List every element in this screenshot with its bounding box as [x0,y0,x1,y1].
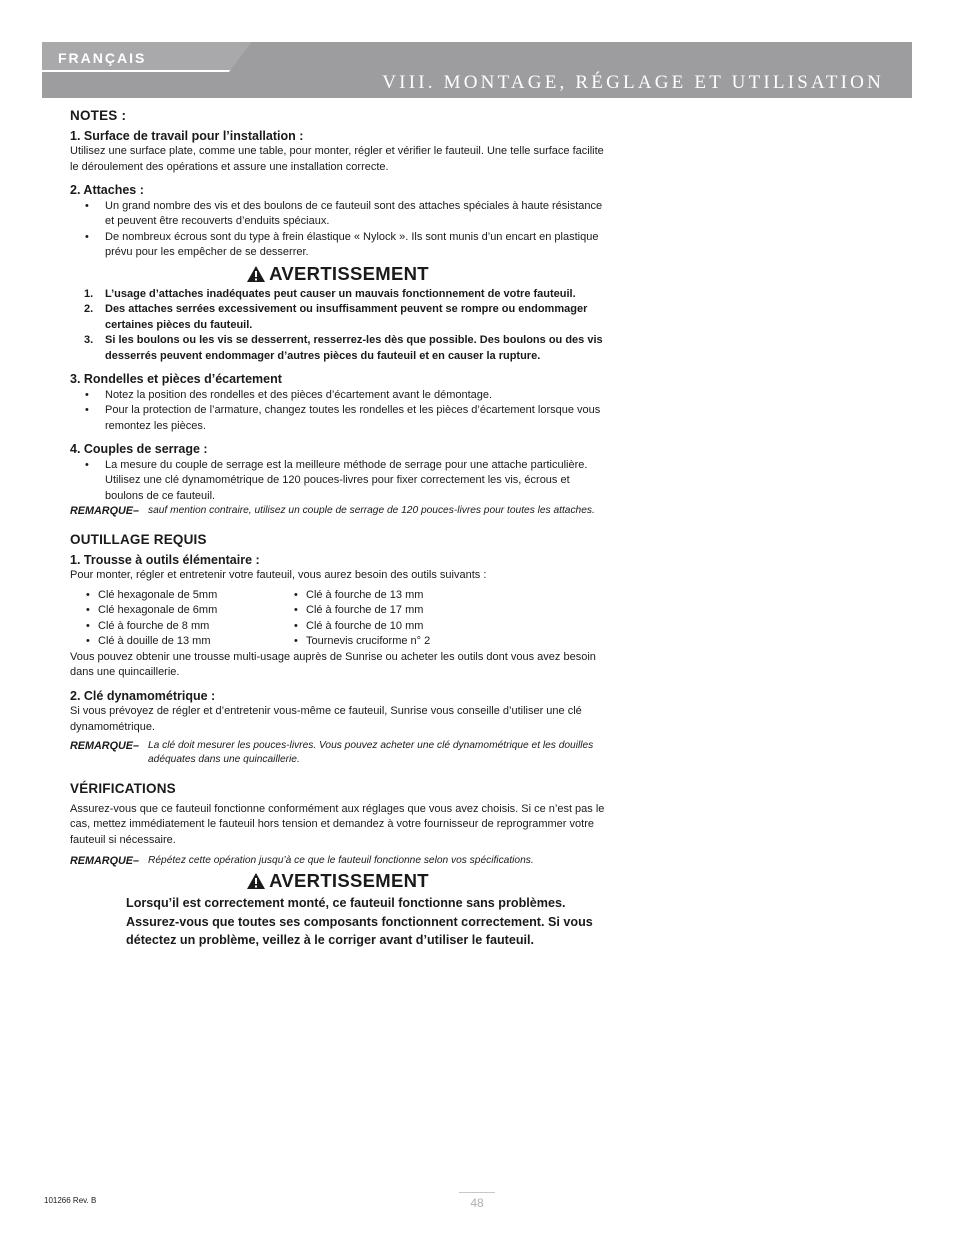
list-item: • Clé à fourche de 13 mm [292,588,514,604]
notes-heading: NOTES : [70,108,127,123]
tools-heading: OUTILLAGE REQUIS [70,532,207,547]
note2-title: 2. Attaches : [70,183,144,197]
tool-kit-outro: Vous pouvez obtenir une trousse multi-usage auprès de Sunrise ou acheter les outils dont vous avez besoin dans une quincaillerie. [70,650,596,678]
tool-kit-intro: Pour monter, régler et entretenir votre fauteuil, vous aurez besoin des outils suivants : [70,569,487,581]
tool-kit-title: 1. Trousse à outils élémentaire : [70,552,260,567]
language-label: FRANÇAIS [58,50,147,66]
checks-remark [70,854,605,868]
item-number: 1. [84,287,94,300]
page-number: 48 [470,1196,484,1210]
item-number: 2. [84,303,94,315]
item-text: Des attaches serrées excessivement ou insuffisamment peuvent se rompre ou endommager certaines pièces du fauteuil. [105,303,588,331]
checks-heading: VÉRIFICATIONS [70,781,176,796]
note3-bullets [70,388,605,435]
note1-text: Utilisez une surface plate, comme une table, pour monter, régler et vérifier le fauteuil. Une telle surface facilite le déroulement des opérations et assure une installation correcte. [70,145,604,173]
list-item: • Clé à douille de 13 mm [70,634,292,650]
item-number: 3. [84,334,94,346]
list-item: • De nombreux écrous sont du type à frein élastique « Nylock ». Ils sont munis d’un encart en plastique prévu pour les empêcher de se desserrer. [70,230,605,261]
remark-text: Répétez cette opération jusqu’à ce que le fauteuil fonctionne selon vos spécifications. [148,855,534,866]
page-content [70,108,605,950]
list-item: • Clé à fourche de 17 mm [292,603,514,619]
warning1-list [70,287,605,365]
section-title: VIII. MONTAGE, RÉGLAGE ET UTILISATION [382,72,884,93]
remark-label: REMARQUE– [70,855,139,867]
list-item: • Notez la position des rondelles et des pièces d’écartement avant le démontage. [70,388,605,404]
warning1-heading [70,262,605,284]
note4-title: 4. Couples de serrage : [70,442,208,456]
document-reference: 101266 Rev. B [44,1196,97,1205]
item-text: Si les boulons ou les vis se desserrent, resserrez-les dès que possible. Des boulons ou des vis desserrés peuvent endommager d’autres pièces du fauteuil et en causer la rupture. [105,334,603,362]
note4-bullets [70,458,605,505]
list-item: • Tournevis cruciforme n° 2 [292,634,514,650]
list-item [70,302,605,333]
page-number-divider [459,1192,495,1193]
remark-text: sauf mention contraire, utilisez un couple de serrage de 120 pouces-livres pour toutes les attaches. [148,505,595,516]
list-item [70,287,605,303]
note4-remark [70,504,605,518]
warning2-title: AVERTISSEMENT [269,870,429,892]
warning2-heading [70,872,605,890]
remark-label: REMARQUE– [70,740,139,752]
list-item: • Clé hexagonale de 6mm [70,603,292,619]
torque-wrench-text: Si vous prévoyez de régler et d’entretenir vous-même ce fauteuil, Sunrise vous conseille d’utiliser une clé dynamométrique. [70,705,582,733]
remark-label: REMARQUE– [70,505,139,517]
list-item: • La mesure du couple de serrage est la meilleure méthode de serrage pour une attache particulière. Utilisez une clé dynamométrique de 120 pouces-livres pour fixer correctement les vis, écrous et boulons de ce fauteuil. [70,458,605,505]
list-item: • Pour la protection de l’armature, changez toutes les rondelles et les pièces d’écartement lorsque vous remontez les pièces. [70,403,605,434]
list-item: • Clé à fourche de 8 mm [70,619,292,635]
torque-remark [70,739,605,767]
note1-title: 1. Surface de travail pour l’installation : [70,128,304,143]
remark-text: La clé doit mesurer les pouces-livres. Vous pouvez acheter une clé dynamométrique et les douilles adéquates dans une quincaillerie. [148,740,594,765]
note2-bullets [70,199,605,261]
item-text: L’usage d’attaches inadéquates peut causer un mauvais fonctionnement de votre fauteuil. [105,287,576,300]
note3-title: 3. Rondelles et pièces d’écartement [70,372,282,386]
tool-list [70,588,605,650]
list-item: • Clé hexagonale de 5mm [70,588,292,604]
warning1-title: AVERTISSEMENT [269,262,429,284]
list-item [70,333,605,364]
list-item: • Clé à fourche de 10 mm [292,619,514,635]
torque-wrench-title: 2. Clé dynamométrique : [70,688,216,703]
checks-text: Assurez-vous que ce fauteuil fonctionne conformément aux réglages que vous avez choisis. Si ce n’est pas le cas, mettez immédiatement le fauteuil hors tension et demandez à votre fournisseur de reprogrammer votre fauteuil si nécessaire. [70,802,605,846]
warning-triangle-icon [246,872,266,890]
list-item: • Un grand nombre des vis et des boulons de ce fauteuil sont des attaches spéciales à haute résistance et peuvent être recouverts d’enduits spéciaux. [70,199,605,230]
warning-triangle-icon [246,265,266,283]
warning2-text: Lorsqu’il est correctement monté, ce fauteuil fonctionne sans problèmes. Assurez-vous que toutes ses composants fonctionnent correctement. Si vous détectez un problème, veillez à le corriger avant d’utiliser le fauteuil. [126,896,593,947]
